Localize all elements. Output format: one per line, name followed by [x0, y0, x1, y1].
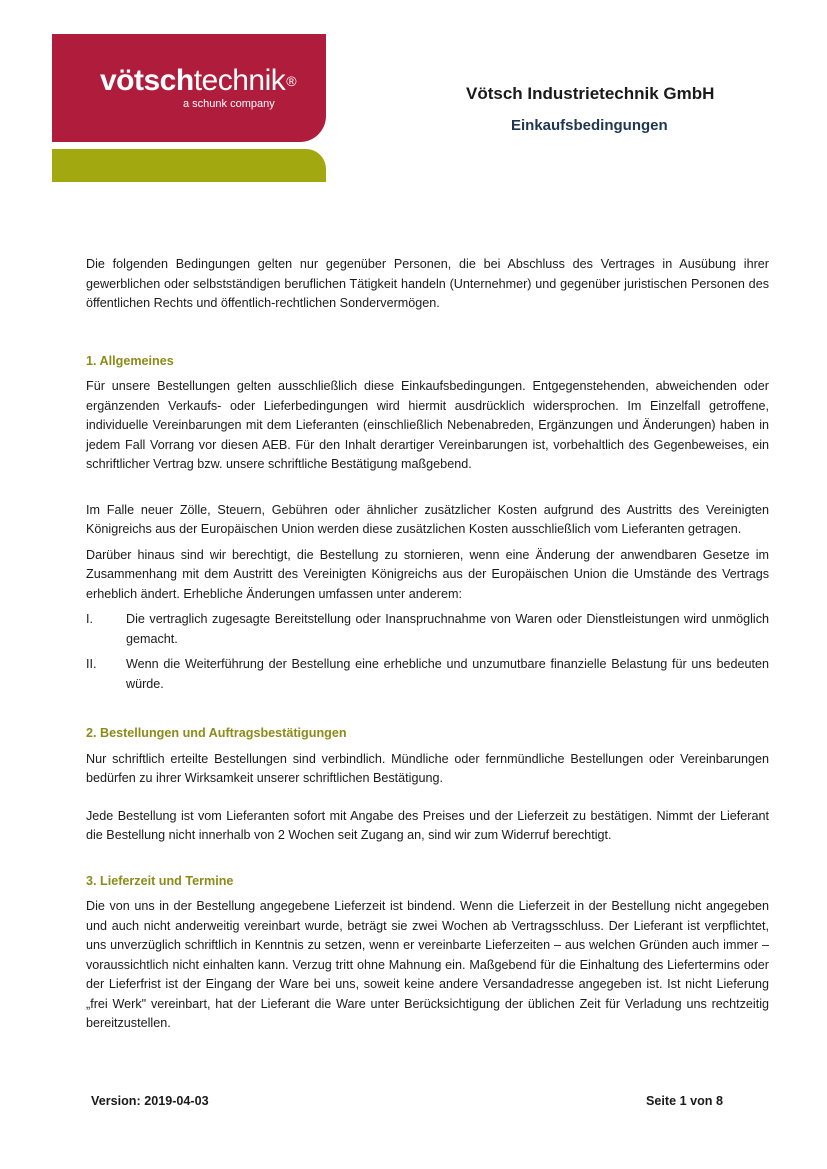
logo-tagline: a schunk company [183, 98, 275, 110]
section-2-heading: 2. Bestellungen und Auftragsbestätigungen [86, 726, 347, 740]
logo-green-block [52, 149, 326, 182]
company-logo [100, 66, 296, 96]
document-body [86, 255, 769, 1034]
list-item-number: I. [86, 612, 93, 626]
section-2-paragraph-1: Nur schriftlich erteilte Bestellungen sind verbindlich. Mündliche oder fernmündliche Bestellungen oder Vereinbarungen bedürfen zu ihrer Wirksamkeit unserer schriftlichen Bestätigung. [86, 751, 769, 785]
section-1-paragraph-3: Darüber hinaus sind wir berechtigt, die Bestellung zu stornieren, wenn eine Änderung der anwendbaren Gesetze im Zusammenhang mit dem Austritt des Vereinigten Königreichs aus der Europäischen Union die Umstände des Vertrags erheblich ändert. Erhebliche Änderungen umfassen unter anderem: [86, 547, 769, 601]
footer-page-number: Seite 1 von 8 [646, 1094, 723, 1108]
list-item-text: Die vertraglich zugesagte Bereitstellung oder Inanspruchnahme von Waren oder Dienstleistungen wird unmöglich gemacht. [126, 612, 769, 646]
section-3-heading: 3. Lieferzeit und Termine [86, 873, 234, 888]
list-item [86, 655, 769, 694]
list-item [86, 610, 769, 649]
company-name: Vötsch Industrietechnik GmbH [466, 84, 715, 103]
footer-version: Version: 2019-04-03 [91, 1094, 209, 1108]
section-1-paragraph-2: Im Falle neuer Zölle, Steuern, Gebühren oder ähnlicher zusätzlicher Kosten aufgrund des Austritts des Vereinigten Königreichs aus der Europäischen Union werden diese zusätzlichen Kosten ausschließlich vom Lieferanten getragen. [86, 502, 769, 536]
document-title: Einkaufsbedingungen [511, 117, 668, 134]
section-1-heading: 1. Allgemeines [86, 353, 174, 368]
list-item-number: II. [86, 657, 97, 671]
section-1-paragraph-1: Für unsere Bestellungen gelten ausschließlich diese Einkaufsbedingungen. Entgegenstehenden, abweichenden oder ergänzenden Verkaufs- oder Lieferbedingungen wird hiermit ausdrücklich widersprochen. Im Einzelfall getroffene, individuelle Vereinbarungen mit dem Lieferanten (einschließlich Nebenabreden, Ergänzungen und Änderungen) haben in jedem Fall Vorrang vor diesen AEB. Für den Inhalt derartiger Vereinbarungen ist, vorbehaltlich des Gegenbeweises, ein schriftlicher Vertrag bzw. unsere schriftliche Bestätigung maßgebend. [86, 379, 769, 471]
intro-paragraph: Die folgenden Bedingungen gelten nur gegenüber Personen, die bei Abschluss des Vertrages in Ausübung ihrer gewerblichen oder selbstständigen beruflichen Tätigkeit handeln (Unternehmer) und gegenüber juristischen Personen des öffentlichen Rechts und öffentlich-rechtlichen Sondervermögen. [86, 257, 769, 310]
logo-registered-mark: ® [286, 73, 297, 89]
logo-brand-light: technik [193, 64, 286, 97]
section-2-paragraph-2: Jede Bestellung ist vom Lieferanten sofort mit Angabe des Preises und der Lieferzeit zu bestätigen. Nimmt der Lieferant die Bestellung nicht innerhalb von 2 Wochen seit Zugang an, sind wir zum Widerruf berechtigt. [86, 808, 769, 842]
list-item-text: Wenn die Weiterführung der Bestellung eine erhebliche und unzumutbare finanzielle Belastung für uns bedeuten würde. [126, 657, 769, 691]
section-3-paragraph-1: Die von uns in der Bestellung angegebene Lieferzeit ist bindend. Wenn die Lieferzeit in der Bestellung nicht angegeben und auch nicht anderweitig vereinbart wurde, beträgt sie zwei Wochen ab Vertragsschluss. Der Lieferant ist verpflichtet, uns unverzüglich schriftlich in Kenntnis zu setzen, wenn er vereinbarte Lieferzeiten – aus welchen Gründen auch immer – voraussichtlich nicht einhalten kann. Verzug tritt ohne Mahnung ein. Maßgebend für die Einhaltung des Liefertermins oder der Lieferfrist ist der Eingang der Ware bei uns, soweit keine andere Versandadresse angegeben ist. Ist nicht Lieferung „frei Werk" vereinbart, hat der Lieferant die Ware unter Berücksichtigung der üblichen Zeit für Verladung uns rechtzeitig bereitzustellen. [86, 899, 769, 1030]
logo-brand-bold: vötsch [100, 64, 194, 97]
